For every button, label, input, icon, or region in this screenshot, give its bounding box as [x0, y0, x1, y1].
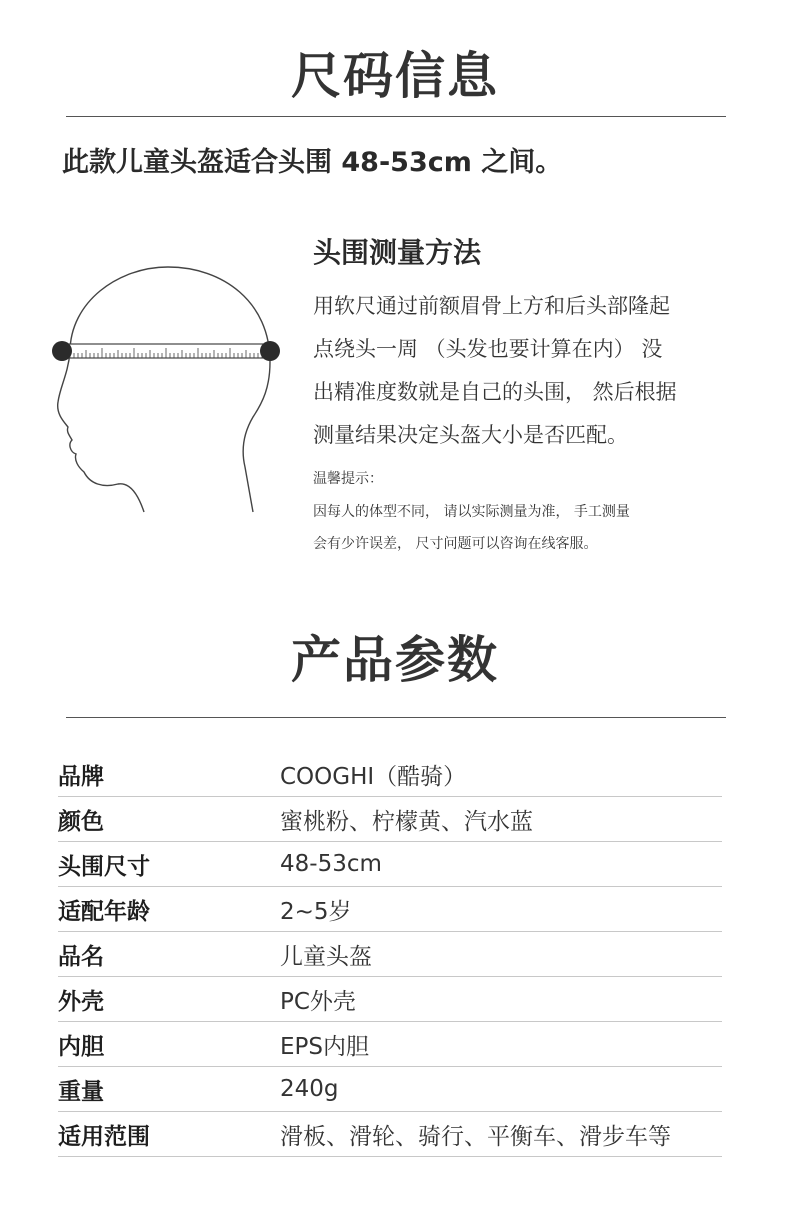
spec-key: 品名	[58, 943, 104, 970]
spec-value: 滑板、滑轮、骑行、平衡车、滑步车等	[280, 1123, 671, 1150]
tip-title: 温馨提示：	[313, 471, 383, 487]
method-title: 头围测量方法	[313, 236, 482, 269]
spec-row	[58, 1022, 722, 1067]
method-line: 点绕头一周 （头发也要计算在内） 没	[313, 337, 663, 361]
spec-key: 适配年龄	[58, 898, 150, 925]
spec-value: 2~5岁	[280, 898, 352, 925]
head-measurement-illustration	[48, 262, 288, 522]
tape-end-right	[260, 341, 280, 361]
spec-value: 儿童头盔	[280, 943, 372, 970]
title-divider	[66, 116, 726, 117]
spec-key: 重量	[58, 1078, 104, 1105]
method-line: 出精准度数就是自己的头围， 然后根据	[313, 380, 677, 404]
spec-row	[58, 797, 722, 842]
method-line: 用软尺通过前额眉骨上方和后头部隆起	[313, 294, 670, 318]
tape-end-left	[52, 341, 72, 361]
spec-key: 品牌	[58, 763, 104, 790]
spec-value: PC外壳	[280, 988, 356, 1015]
spec-value: 蜜桃粉、柠檬黄、汽水蓝	[280, 808, 533, 835]
spec-row	[58, 842, 722, 887]
spec-key: 颜色	[58, 808, 104, 835]
tip-line: 会有少许误差， 尺寸问题可以咨询在线客服。	[313, 536, 598, 552]
spec-value: 240g	[280, 1076, 339, 1102]
spec-value: 48-53cm	[280, 851, 382, 877]
spec-key: 外壳	[58, 988, 104, 1015]
spec-key: 内胆	[58, 1033, 104, 1060]
size-intro-text: 此款儿童头盔适合头围 48-53cm 之间。	[62, 147, 563, 178]
spec-key: 头围尺寸	[58, 853, 150, 880]
spec-row	[58, 932, 722, 977]
spec-key: 适用范围	[58, 1123, 150, 1150]
size-info-title: 尺码信息	[291, 47, 499, 105]
method-line: 测量结果决定头盔大小是否匹配。	[313, 423, 628, 447]
spec-value: COOGHI（酷骑）	[280, 763, 467, 790]
spec-row	[58, 1112, 722, 1157]
product-params-title: 产品参数	[291, 631, 499, 689]
tip-line: 因每人的体型不同， 请以实际测量为准， 手工测量	[313, 504, 630, 520]
spec-row	[58, 977, 722, 1022]
spec-value: EPS内胆	[280, 1033, 370, 1060]
params-divider	[66, 717, 726, 718]
spec-table	[58, 752, 722, 1157]
spec-row	[58, 887, 722, 932]
spec-row	[58, 752, 722, 797]
spec-row	[58, 1067, 722, 1112]
